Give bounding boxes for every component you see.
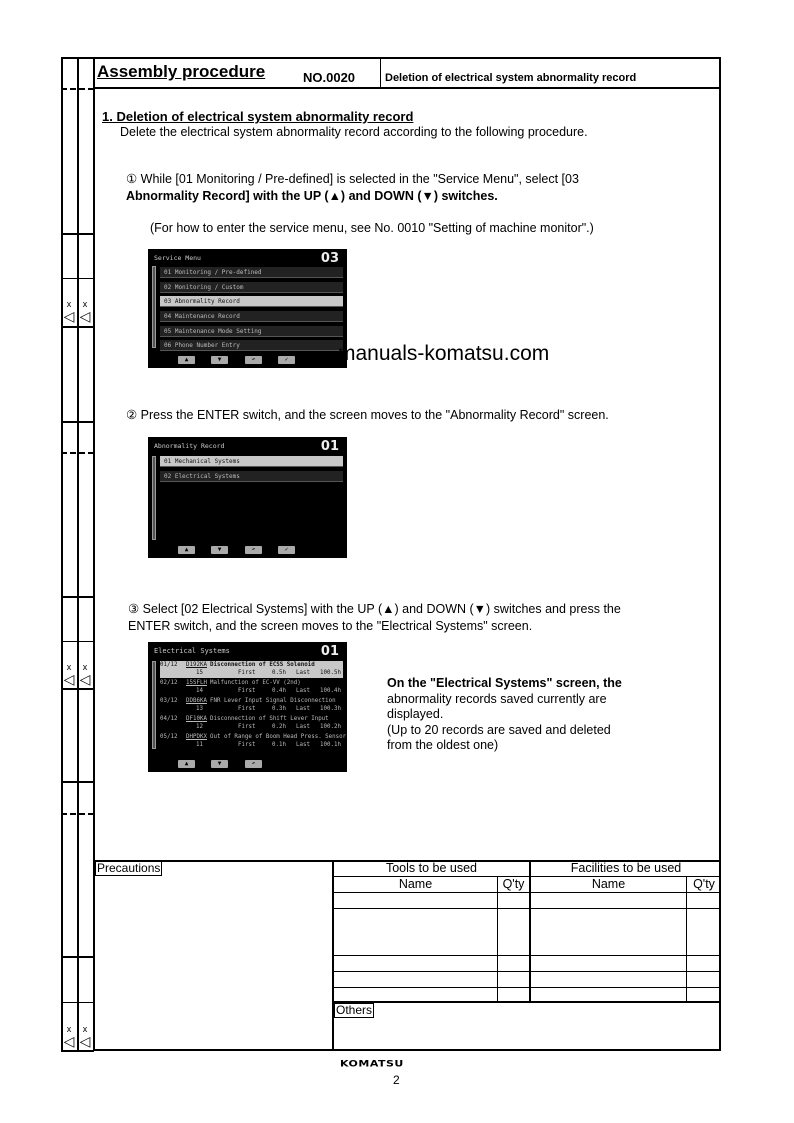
komatsu-logo: KOMATSU [340,1058,404,1069]
up-button[interactable]: ▲ [178,760,195,768]
down-button[interactable]: ▼ [211,546,228,554]
step-1-line-2: Abnormality Record] with the UP (▲) and DOWN (▼) switches. [126,189,498,203]
electrical-systems-screen [148,642,347,772]
back-button[interactable]: ↶ [245,356,262,364]
enter-button[interactable]: ✓ [278,546,295,554]
scrollbar[interactable] [152,661,156,749]
back-button[interactable]: ↶ [245,546,262,554]
screen-title: Abnormality Record [154,442,225,450]
record-row[interactable]: 02/12 15SFLH Malfunction of EC-VV (2nd) 14 First 0.4h Last 100.4h [160,680,341,694]
back-button[interactable]: ↶ [245,760,262,768]
screen-title: Electrical Systems [154,647,230,655]
screen-page-number: 01 [320,644,339,659]
menu-item[interactable]: 05 Maintenance Mode Setting [160,326,343,337]
record-row[interactable]: 05/12 DHPDKX Out of Range of Boom Head Press. Sensor 11 First 0.1h Last 100.1h [160,734,347,748]
record-row-selected[interactable]: 01/12 D192KA Disconnection of ECSS Solenoid 15 First 0.5h Last 100.5h [160,661,343,678]
revision-mark: x ◁ [79,662,91,687]
facilities-name-column: Name [591,877,626,891]
step-1-line-1: ① While [01 Monitoring / Pre-defined] is selected in the "Service Menu", select [03 [126,172,579,186]
abnormality-record-screen [148,437,347,558]
revision-mark: x ◁ [63,299,75,324]
facilities-header: Facilities to be used [570,861,682,875]
section-title: 1. Deletion of electrical system abnormality record [102,109,414,124]
step-3-line-2: ENTER switch, and the screen moves to the "Electrical Systems" screen. [128,619,533,633]
others-label: Others [336,1003,373,1017]
precautions-label: Precautions [97,861,161,875]
menu-item[interactable]: 06 Phone Number Entry [160,340,343,351]
watermark: manuals-komatsu.com [338,342,550,365]
step-3 [128,601,621,635]
menu-item[interactable]: 04 Maintenance Record [160,311,343,322]
scrollbar[interactable] [152,266,156,348]
step-1 [126,171,579,205]
step-1-note: (For how to enter the service menu, see No. 0010 "Setting of machine monitor".) [150,221,594,235]
scrollbar[interactable] [152,456,156,540]
menu-item[interactable]: 02 Monitoring / Custom [160,282,343,293]
electrical-systems-note: On the "Electrical Systems" screen, the abnormality records saved currently are displayed. (Up to 20 records are saved and deleted from the oldest one) [387,676,622,752]
revision-mark: x ◁ [79,299,91,324]
step-2: ② Press the ENTER switch, and the screen moves to the "Abnormality Record" screen. [126,408,609,422]
step-3-line-1: ③ Select [02 Electrical Systems] with the UP (▲) and DOWN (▼) switches and press the [128,602,621,616]
down-button[interactable]: ▼ [211,356,228,364]
section-description: Delete the electrical system abnormality record according to the following procedure. [120,125,588,139]
tools-qty-column: Q'ty [502,877,525,891]
procedure-description: Deletion of electrical system abnormality record [385,72,637,84]
tools-name-column: Name [398,877,433,891]
record-row[interactable]: 03/12 DDB6KA FNR Lever Input Signal Disconnection 13 First 0.3h Last 100.3h [160,698,341,712]
page-number: 2 [393,1073,400,1087]
menu-item-selected[interactable]: 03 Abnormality Record [160,296,343,307]
down-button[interactable]: ▼ [211,760,228,768]
procedure-number: NO.0020 [303,70,356,85]
tools-header: Tools to be used [385,861,478,875]
menu-item[interactable]: 02 Electrical Systems [160,471,343,482]
up-button[interactable]: ▲ [178,356,195,364]
service-menu-screen [148,249,347,368]
revision-mark: x ◁ [79,1024,91,1049]
screen-page-number: 01 [320,439,339,454]
revision-mark: x ◁ [63,662,75,687]
enter-button[interactable]: ✓ [278,356,295,364]
menu-item[interactable]: 01 Monitoring / Pre-defined [160,267,343,278]
revision-mark: x ◁ [63,1024,75,1049]
screen-title: Service Menu [154,254,201,262]
screen-page-number: 03 [320,251,339,266]
menu-item-selected[interactable]: 01 Mechanical Systems [160,456,343,467]
page-title: Assembly procedure [97,62,266,81]
up-button[interactable]: ▲ [178,546,195,554]
facilities-qty-column: Q'ty [693,877,715,891]
record-row[interactable]: 04/12 DF10KA Disconnection of Shift Lever Input 12 First 0.2h Last 100.2h [160,716,341,730]
